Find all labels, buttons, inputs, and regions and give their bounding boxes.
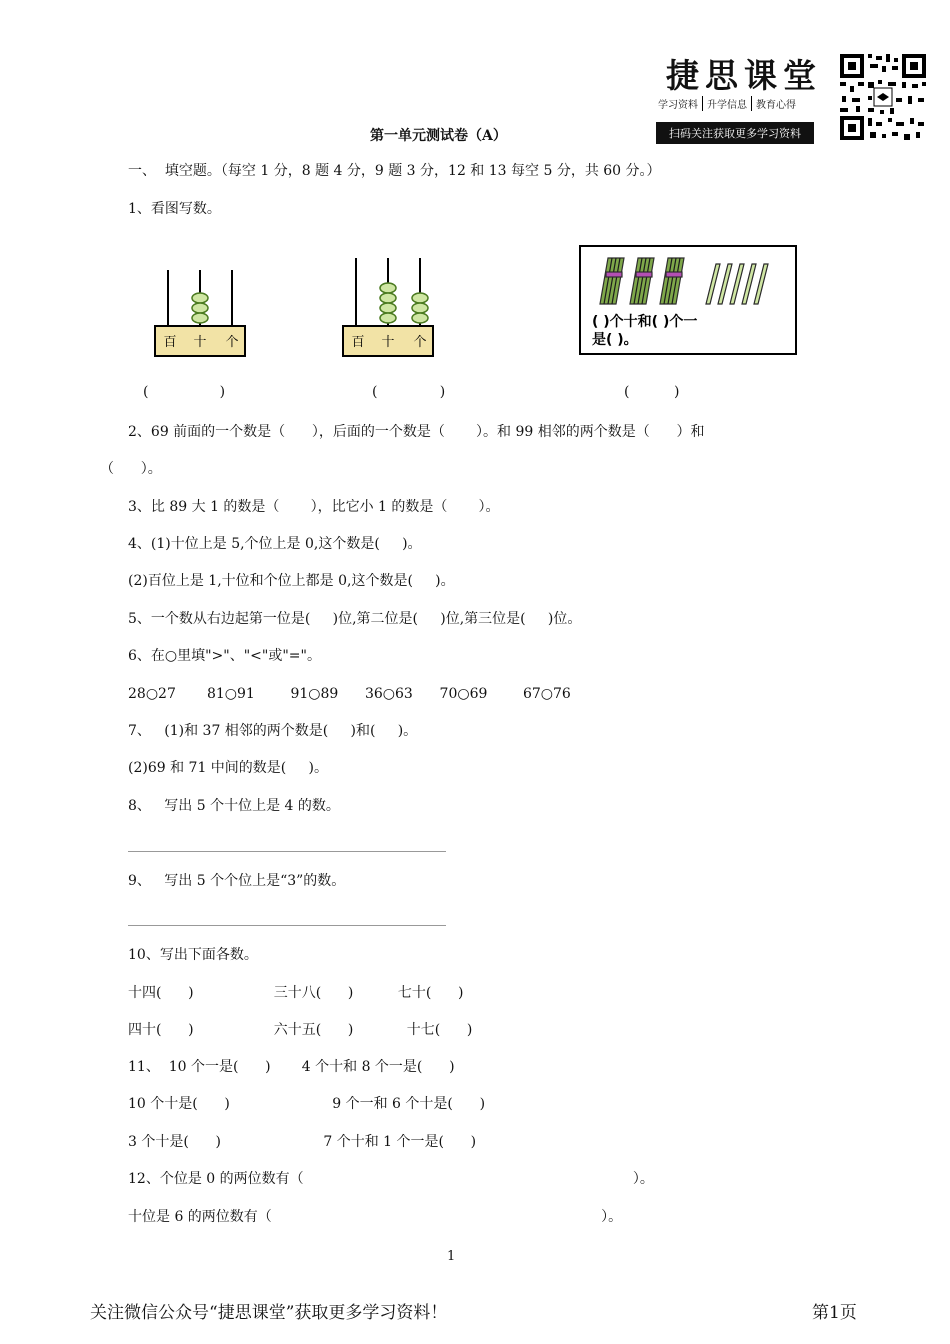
question-10-row-2: 四十( ) 六十五( ) 十七( ) [128,1022,473,1038]
question-11-row-2: 10 个十是( ) 9 个一和 6 个十是( ) [128,1096,486,1112]
fig3-answer[interactable]: ( ) [624,384,680,400]
question-5: 5、一个数从右边起第一位是( )位,第二位是( )位,第三位是( )位。 [128,611,582,627]
question-8: 8、 写出 5 个十位上是 4 的数。 [128,798,340,814]
question-12a: 12、个位是 0 的两位数有（ ）。 [128,1171,654,1187]
stick-bundles-figure [578,244,798,356]
fig1-answer[interactable]: ( ) [143,384,226,400]
abacus-2-label-ones: 个 [413,335,427,350]
question-4a: 4、(1)十位上是 5,个位上是 0,这个数是( )。 [128,536,422,552]
logo-banner: 扫码关注获取更多学习资料 [656,122,814,144]
question-7b: (2)69 和 71 中间的数是( )。 [128,760,328,776]
logo-link-3[interactable]: 教育心得 [751,96,800,111]
question-2a: 2、69 前面的一个数是（ ），后面的一个数是（ ）。和 99 相邻的两个数是（ ）和 [128,424,705,440]
question-1: 1、看图写数。 [128,201,221,217]
question-4b: (2)百位上是 1,十位和个位上都是 0,这个数是( )。 [128,573,455,589]
logo-link-1[interactable]: 学习资料 [658,100,698,111]
logo-links [658,96,800,111]
page-number: 1 [447,1249,456,1264]
question-10: 10、写出下面各数。 [128,947,258,963]
logo-title: 捷思课堂 [666,56,822,95]
question-2b: （ ）。 [100,461,162,477]
fig2-answer[interactable]: ( ) [372,384,446,400]
question-6: 6、在○里填">"、"<"或"="。 [128,648,321,664]
abacus-1-label-tens: 十 [193,335,207,350]
logo-link-2[interactable]: 升学信息 [702,96,751,111]
figure3-caption-line2: 是( )。 [592,332,638,348]
abacus-2-label-hundreds: 百 [351,335,365,350]
question-11-row-3: 3 个十是( ) 7 个十和 1 个一是( ) [128,1134,477,1150]
footer-promo-text: 关注微信公众号“捷思课堂”获取更多学习资料！ [90,1303,448,1323]
abacus-figure-1 [150,268,250,360]
question-8-answer-line[interactable] [128,851,446,852]
footer-page-label: 第1页 [812,1303,857,1323]
abacus-1-label-ones: 个 [225,335,239,350]
abacus-1-label-hundreds: 百 [163,335,177,350]
abacus-figure-2 [338,256,438,360]
question-3: 3、比 89 大 1 的数是（ ），比它小 1 的数是（ ）。 [128,499,500,515]
figure3-caption-line1: ( )个十和( )个一 [592,314,698,330]
section-1-heading: 一、 填空题。（每空 1 分，8 题 4 分，9 题 3 分，12 和 13 每空 5 分，共 60 分。） [128,163,661,179]
question-9: 9、 写出 5 个个位上是“3”的数。 [128,873,346,889]
abacus-2-label-tens: 十 [381,335,395,350]
question-6-items: 28○27 81○91 91○89 36○63 70○69 67○76 [128,686,571,702]
qr-code-icon [838,52,928,142]
question-7a: 7、 (1)和 37 相邻的两个数是( )和( )。 [128,723,418,739]
question-12b: 十位是 6 的两位数有（ ）。 [128,1209,623,1225]
question-10-row-1: 十四( ) 三十八( ) 七十( ) [128,985,464,1001]
page-title: 第一单元测试卷（A） [370,128,507,144]
question-11-row-1: 11、 10 个一是( ) 4 个十和 8 个一是( ) [128,1059,455,1075]
question-9-answer-line[interactable] [128,925,446,926]
